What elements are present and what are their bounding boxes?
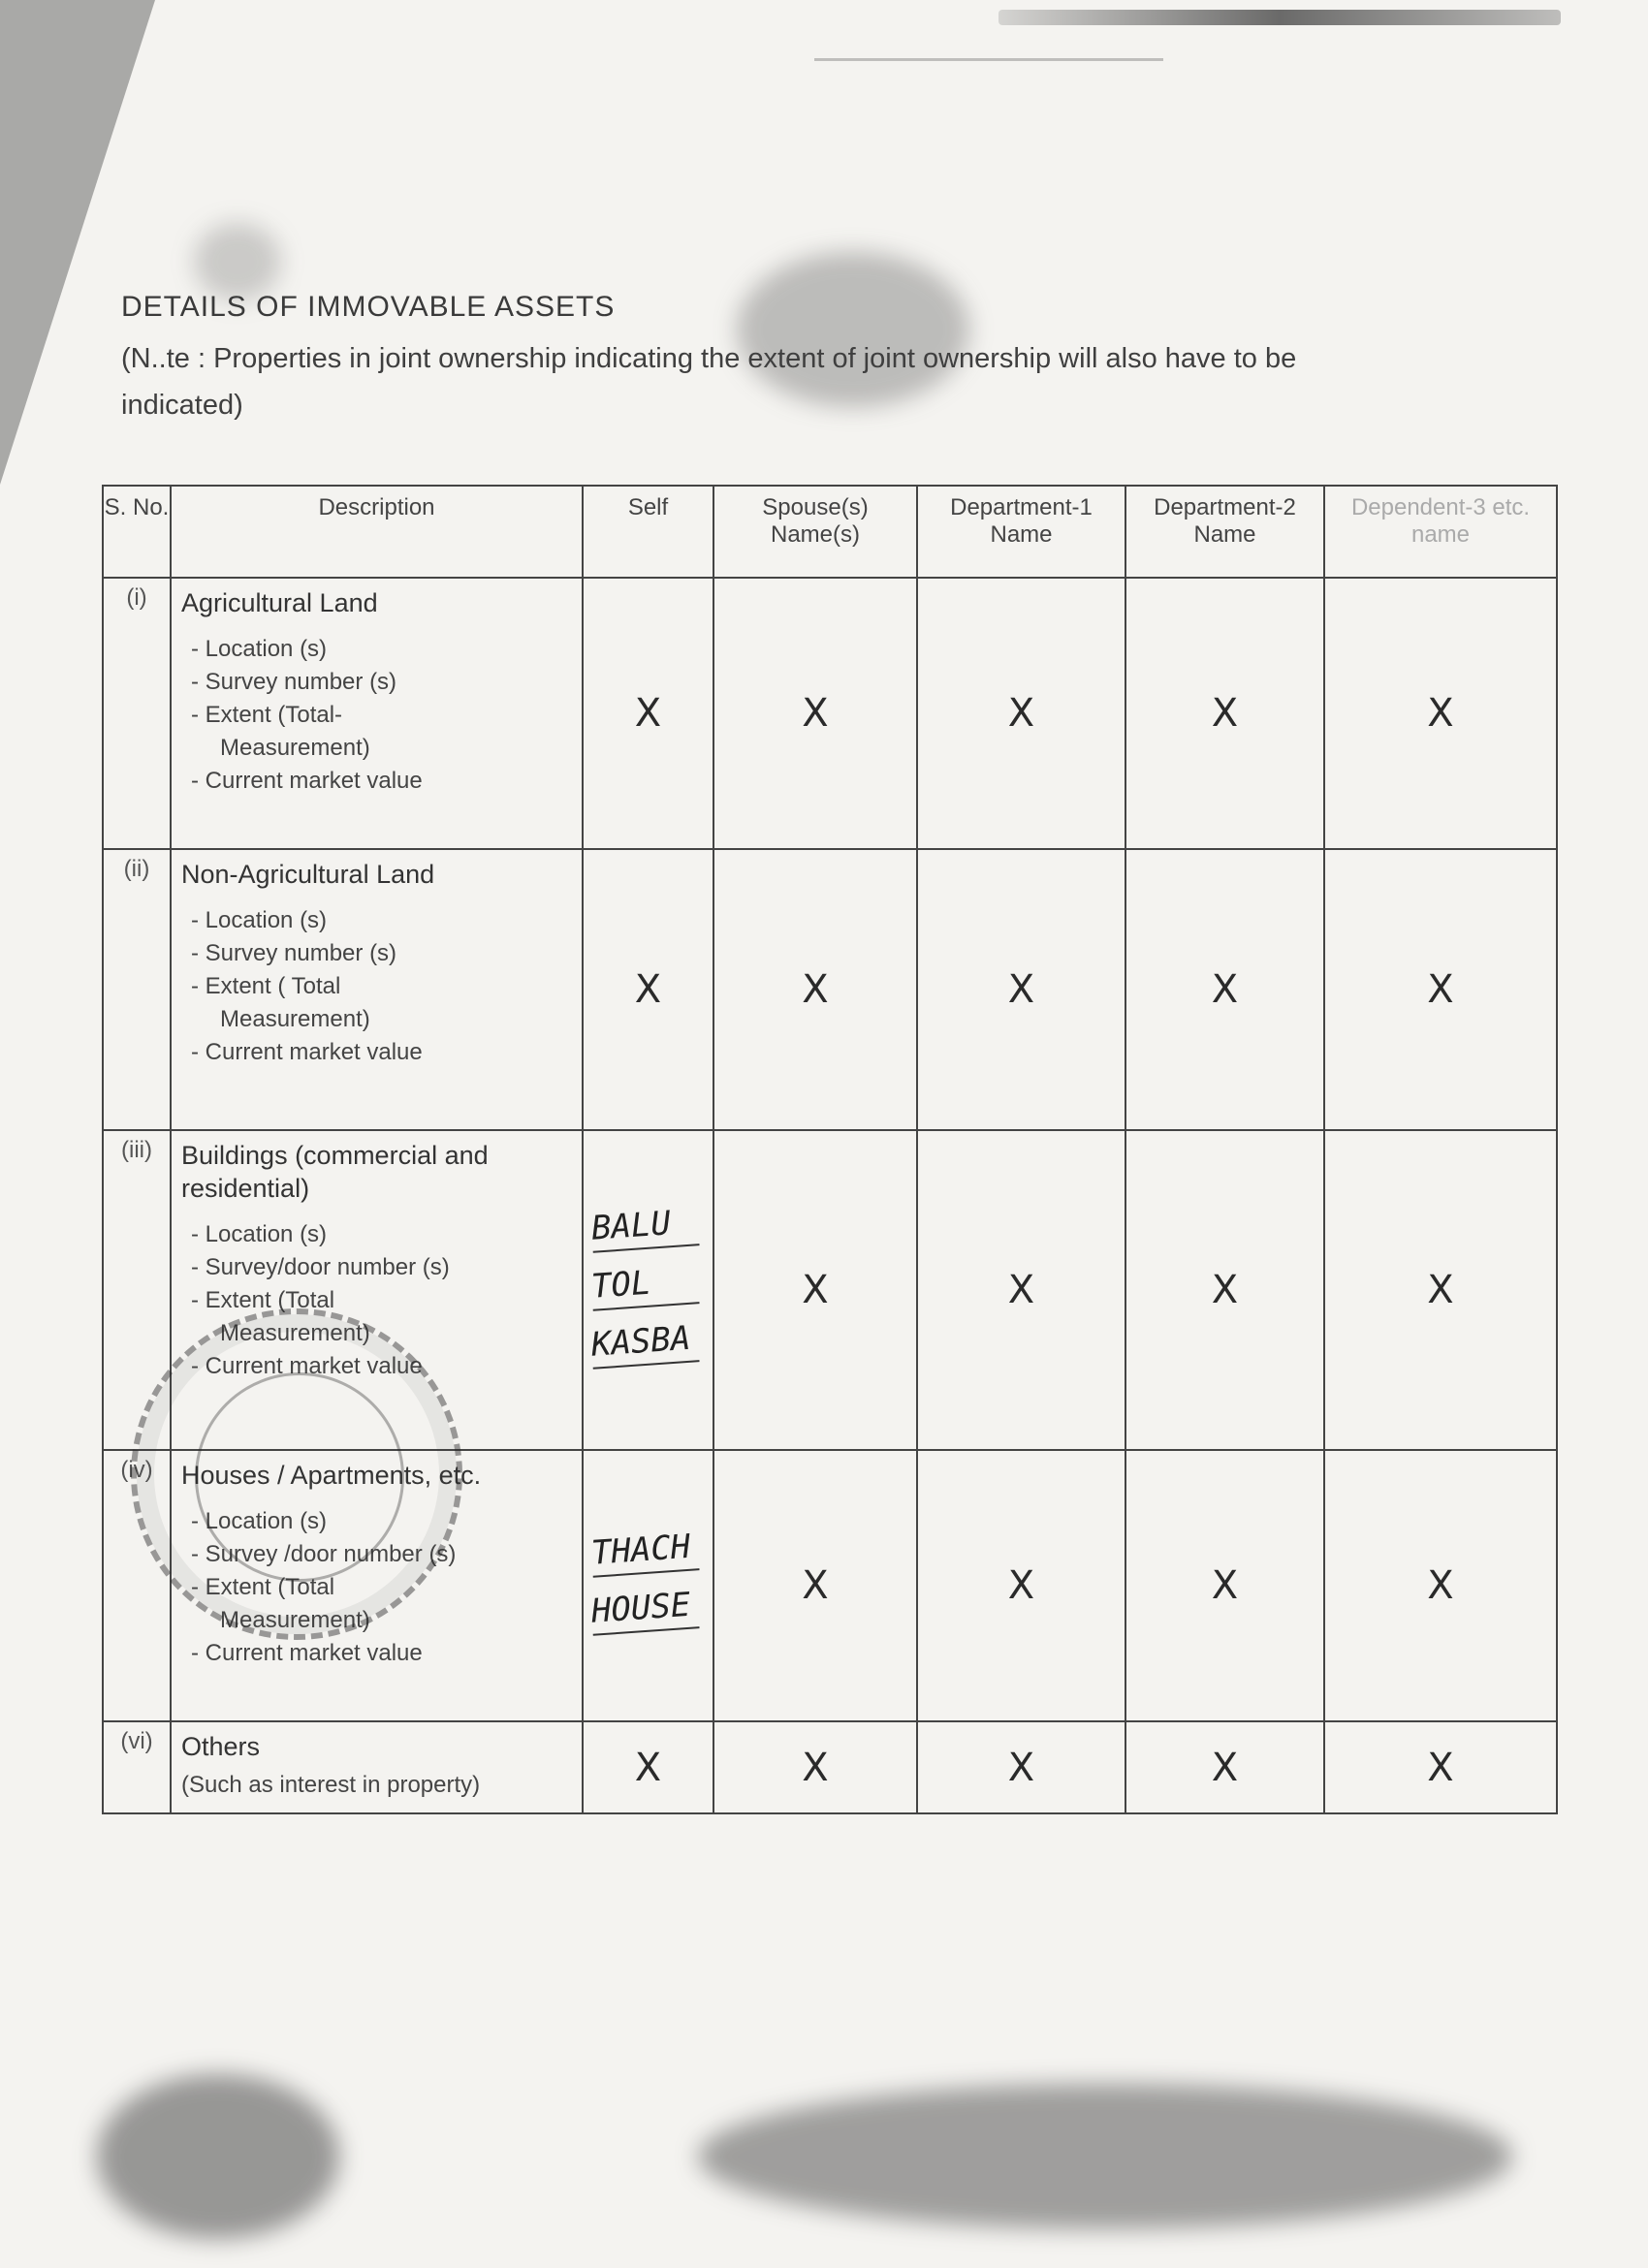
table-row [103, 1721, 1557, 1813]
row-number: (vi) [103, 1721, 171, 1813]
cross-mark: X [917, 1130, 1125, 1450]
cross-mark: X [1324, 1721, 1557, 1813]
cross-mark: X [1125, 849, 1324, 1130]
cross-mark: X [1125, 1130, 1324, 1450]
cross-mark: X [1125, 1450, 1324, 1721]
row-item: - Location (s) [191, 907, 328, 933]
header-spouse: Spouse(s) Name(s) [713, 486, 917, 578]
cross-mark: X [1125, 578, 1324, 849]
cross-mark: X [713, 578, 917, 849]
row-item: - Extent ( Total [191, 973, 341, 999]
row-item: - Location (s) [191, 1508, 328, 1534]
row-item: Measurement) [220, 1607, 370, 1633]
row-heading: Houses / Apartments, etc. [181, 1461, 482, 1490]
scan-smudge [97, 2074, 339, 2239]
table-row [103, 849, 1557, 1130]
cross-mark: X [1125, 1721, 1324, 1813]
row-item: - Extent (Total- [191, 702, 343, 728]
row-item: - Current market value [191, 768, 423, 794]
row-item: - Extent (Total [191, 1287, 335, 1313]
row-item: - Extent (Total [191, 1574, 335, 1600]
scan-header-strip [998, 10, 1561, 25]
row-heading: Others [181, 1732, 261, 1761]
cross-mark: X [583, 849, 713, 1130]
handwritten-line: BALU [589, 1199, 699, 1253]
table-row [103, 578, 1557, 849]
header-dependent-1: Department-1 Name [917, 486, 1125, 578]
handwritten-line: HOUSE [589, 1582, 699, 1636]
header-dependent-3: Dependent-3 etc. name [1324, 486, 1557, 578]
scan-smudge [737, 252, 969, 407]
handwritten-line: KASBA [589, 1315, 699, 1370]
row-number: (iv) [103, 1450, 171, 1721]
note-text: (N..te : Properties in joint ownership indicating the extent of joint ownership will also have to be [121, 343, 1297, 374]
row-number: (i) [103, 578, 171, 849]
cross-mark: X [917, 1721, 1125, 1813]
cross-mark: X [713, 1721, 917, 1813]
official-seal-stamp [131, 1308, 462, 1640]
handwritten-line: TOL [589, 1257, 699, 1311]
scan-smudge [194, 223, 281, 300]
cross-mark: X [917, 849, 1125, 1130]
row-heading: Buildings (commercial and residential) [181, 1141, 489, 1203]
row-item: - Current market value [191, 1039, 423, 1065]
handwritten-entry [583, 1130, 713, 1450]
header-description: Description [171, 486, 583, 578]
row-number: (iii) [103, 1130, 171, 1450]
note-text: indicated) [121, 390, 243, 421]
cross-mark: X [583, 1721, 713, 1813]
header-dependent-2: Department-2 Name [1125, 486, 1324, 578]
row-item: - Survey/door number (s) [191, 1254, 450, 1280]
table-header-row [103, 486, 1557, 578]
row-item: - Location (s) [191, 1221, 328, 1247]
row-item: - Current market value [191, 1353, 423, 1379]
handwritten-line: THACH [589, 1524, 699, 1578]
row-item: - Survey number (s) [191, 669, 397, 695]
row-item: - Survey /door number (s) [191, 1541, 457, 1567]
row-description [171, 1721, 583, 1813]
cross-mark: X [1324, 1450, 1557, 1721]
scan-line [814, 58, 1163, 61]
row-description [171, 578, 583, 849]
row-item: - Location (s) [191, 636, 328, 662]
row-description [171, 849, 583, 1130]
header-self: Self [583, 486, 713, 578]
cross-mark: X [1324, 1130, 1557, 1450]
cross-mark: X [713, 849, 917, 1130]
row-item: (Such as interest in property) [181, 1772, 481, 1798]
cross-mark: X [583, 578, 713, 849]
section-title: DETAILS OF IMMOVABLE ASSETS [121, 291, 616, 323]
scan-smudge [698, 2084, 1512, 2229]
cross-mark: X [1324, 578, 1557, 849]
row-item: Measurement) [220, 1320, 370, 1346]
header-sn: S. No. [103, 486, 171, 578]
cross-mark: X [917, 578, 1125, 849]
row-item: - Survey number (s) [191, 940, 397, 966]
row-number: (ii) [103, 849, 171, 1130]
cross-mark: X [917, 1450, 1125, 1721]
cross-mark: X [713, 1450, 917, 1721]
seal-inner-ring [195, 1372, 404, 1582]
cross-mark: X [1324, 849, 1557, 1130]
row-item: Measurement) [220, 1006, 370, 1032]
row-item: Measurement) [220, 735, 370, 761]
cross-mark: X [713, 1130, 917, 1450]
row-heading: Non-Agricultural Land [181, 860, 435, 889]
row-heading: Agricultural Land [181, 588, 378, 617]
handwritten-entry [583, 1450, 713, 1721]
row-item: - Current market value [191, 1640, 423, 1666]
